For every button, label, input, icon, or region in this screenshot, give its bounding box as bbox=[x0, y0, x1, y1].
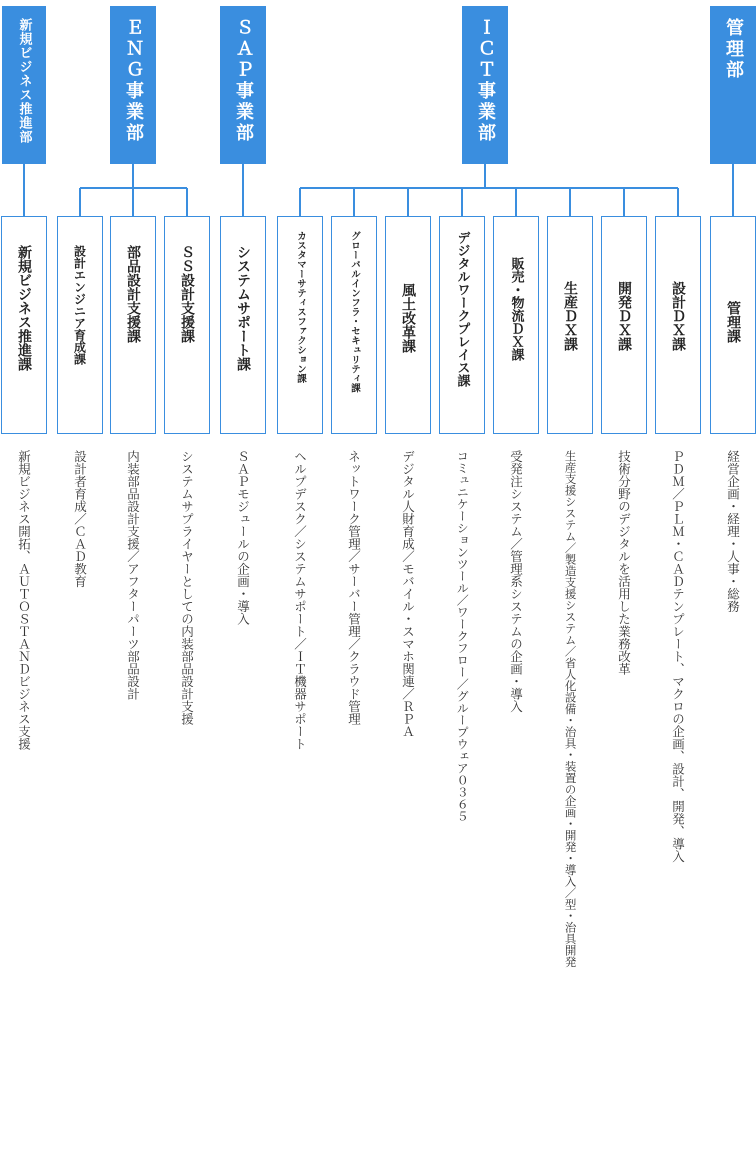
description-text: ＰＤＭ／ＰＬＭ・ＣＡＤテンプレート、マクロの企画、設計、開発、導入 bbox=[670, 450, 686, 863]
section-label: グローバルインフラ・セキュリティ課 bbox=[349, 231, 360, 393]
description-admin bbox=[710, 450, 756, 1158]
description-text: ネットワーク管理／サーバー管理／クラウド管理 bbox=[346, 450, 362, 725]
section-label: 部品設計支援課 bbox=[125, 245, 141, 343]
description-text: デジタル人財育成／モバイル・スマホ関連／ＲＰＡ bbox=[400, 450, 416, 738]
section-new-business bbox=[1, 216, 47, 434]
description-development-dx bbox=[601, 450, 647, 1158]
description-text: コミュニケーションツール／ワークフロー／グループウェア０３６５ bbox=[455, 450, 470, 822]
department-new-business bbox=[2, 6, 46, 164]
description-text: システムサプライヤーとしての内装部品設計支援 bbox=[179, 450, 195, 725]
description-text: 内装部品設計支援／アフターパーツ部品設計 bbox=[125, 450, 141, 700]
section-label: 風土改革課 bbox=[400, 283, 416, 353]
department-label: ＥＮＧ事業部 bbox=[123, 18, 144, 144]
description-culture-reform bbox=[385, 450, 431, 1158]
description-system-support bbox=[220, 450, 266, 1158]
section-label: 管理課 bbox=[725, 301, 741, 343]
description-design-engineer-training bbox=[57, 450, 103, 1158]
section-label: 設計エンジニア育成課 bbox=[72, 245, 87, 365]
section-global-infra-security bbox=[331, 216, 377, 434]
department-sap bbox=[220, 6, 266, 164]
description-sales-logistics-dx bbox=[493, 450, 539, 1158]
description-ss-design-support bbox=[164, 450, 210, 1158]
section-admin bbox=[710, 216, 756, 434]
description-text: 新規ビジネス開拓、ＡＵＴＯＳＴＡＮＤビジネス支援 bbox=[16, 450, 32, 750]
description-text: 受発注システム／管理系システムの企画・導入 bbox=[508, 450, 524, 713]
section-label: 販売・物流ＤＸ課 bbox=[508, 257, 524, 361]
section-parts-design-support bbox=[110, 216, 156, 434]
description-global-infra-security bbox=[331, 450, 377, 1158]
department-label: ＩＣＴ事業部 bbox=[475, 18, 496, 144]
description-digital-workplace bbox=[439, 450, 485, 1158]
department-admin bbox=[710, 6, 756, 164]
description-new-business bbox=[1, 450, 47, 1158]
section-digital-workplace bbox=[439, 216, 485, 434]
department-label: 新規ビジネス推進部 bbox=[16, 18, 32, 144]
description-text: 生産支援システム／製造支援システム／省人化設備・治具・装置の企画・開発・導入／型・治具開発 bbox=[563, 450, 578, 968]
department-ict bbox=[462, 6, 508, 164]
section-label: 生産ＤＸ課 bbox=[562, 281, 578, 351]
section-label: システムサポート課 bbox=[235, 245, 251, 371]
section-system-support bbox=[220, 216, 266, 434]
description-text: 技術分野のデジタルを活用した業務改革 bbox=[616, 450, 632, 675]
section-label: カスタマーサティスファクション課 bbox=[295, 231, 306, 383]
section-design-dx bbox=[655, 216, 701, 434]
section-customer-satisfaction bbox=[277, 216, 323, 434]
description-design-dx bbox=[655, 450, 701, 1158]
section-development-dx bbox=[601, 216, 647, 434]
section-sales-logistics-dx bbox=[493, 216, 539, 434]
section-label: 新規ビジネス推進課 bbox=[16, 245, 32, 371]
section-production-dx bbox=[547, 216, 593, 434]
section-ss-design-support bbox=[164, 216, 210, 434]
description-text: 経営企画・経理・人事・総務 bbox=[725, 450, 741, 613]
section-label: 開発ＤＸ課 bbox=[616, 281, 632, 351]
description-text: ヘルプデスク／システムサポート／ＩＴ機器サポート bbox=[292, 450, 308, 750]
description-text: 設計者育成／ＣＡＤ教育 bbox=[72, 450, 88, 588]
department-label: ＳＡＰ事業部 bbox=[233, 18, 254, 144]
section-culture-reform bbox=[385, 216, 431, 434]
department-eng bbox=[110, 6, 156, 164]
description-customer-satisfaction bbox=[277, 450, 323, 1158]
description-parts-design-support bbox=[110, 450, 156, 1158]
section-label: 設計ＤＸ課 bbox=[670, 281, 686, 351]
section-label: ＳＳ設計支援課 bbox=[179, 245, 195, 343]
department-label: 管理部 bbox=[723, 18, 744, 81]
section-label: デジタルワークプレイス課 bbox=[454, 231, 470, 387]
description-production-dx bbox=[547, 450, 593, 1158]
description-text: ＳＡＰモジュールの企画・導入 bbox=[235, 450, 251, 625]
section-design-engineer-training bbox=[57, 216, 103, 434]
